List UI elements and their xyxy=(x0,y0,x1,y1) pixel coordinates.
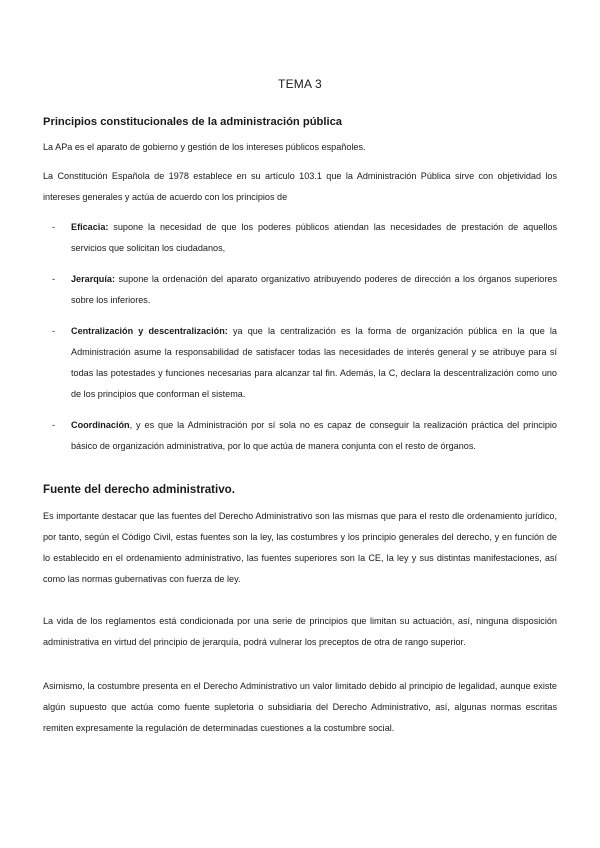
paragraph-costumbre: Asimismo, la costumbre presenta en el Derecho Administrativo un valor limitado debido al principio de legalidad, aunque existe algún supuesto que actúa como fuente supletoria o subsidiaria del Derecho Administrativo, así, algunas normas escritas remiten expresamente la regulación de determinadas cuestiones a la costumbre social. xyxy=(43,681,557,733)
list-dash: - xyxy=(52,420,56,430)
paragraph-apa: La APa es el aparato de gobierno y gestión de los intereses públicos españoles. xyxy=(43,142,366,152)
text-centralizacion: ya que la centralización es la forma de organización pública en la que la Administración asume la responsabilidad de satisfacer todas las necesidades de interés general y se atribuye para sí todas las potestades y funciones necesarias para alcanzar tal fin. Además, la C, declara la descentralización como uno de los principios que conforman el sistema. xyxy=(71,326,557,399)
term-eficacia: Eficacia: xyxy=(71,222,109,232)
section-heading-principios: Principios constitucionales de la administración pública xyxy=(43,116,343,128)
paragraph-fuentes: Es importante destacar que las fuentes del Derecho Administrativo son las mismas que para el resto dle ordenamiento jurídico, por tanto, según el Código Civil, estas fuentes son la ley, las costumbres y los principio generales del derecho, y en función de lo establecido en el ordenamiento administrativo, las fuentes superiores son la CE, la ley y sus distintas manifestaciones, así como las normas gubernativas con fuerza de ley. xyxy=(43,511,557,584)
list-item-jerarquia xyxy=(43,269,557,311)
text-eficacia: supone la necesidad de que los poderes públicos atiendan las necesidades de prestación de aquellos servicios que solicitan los ciudadanos, xyxy=(71,222,557,253)
list-item-coordinacion xyxy=(43,415,557,457)
section-heading-fuente: Fuente del derecho administrativo. xyxy=(43,483,235,496)
term-coordinacion: Coordinación xyxy=(71,420,130,430)
term-centralizacion: Centralización y descentralización: xyxy=(71,326,228,336)
list-dash: - xyxy=(52,222,56,232)
list-dash: - xyxy=(52,274,56,284)
paragraph-reglamentos: La vida de los reglamentos está condicionada por una serie de principios que limitan su actuación, así, ninguna disposición administrativa en virtud del principio de jerarquía, podrá vulnerar los preceptos de otra de rango superior. xyxy=(43,616,557,647)
text-coordinacion: , y es que la Administración por sí sola no es capaz de conseguir la realización práctica del principio básico de organización administrativa, por lo que actúa de manera conjunta con el resto de órganos. xyxy=(71,420,557,451)
page-title: TEMA 3 xyxy=(278,77,322,91)
list-item-centralizacion xyxy=(43,321,557,405)
term-jerarquia: Jerarquía: xyxy=(71,274,115,284)
principles-list xyxy=(43,217,557,457)
list-item-eficacia xyxy=(43,217,557,259)
paragraph-constitucion: La Constitución Española de 1978 establece en su artículo 103.1 que la Administración Pública sirve con objetividad los intereses generales y actúa de acuerdo con los principios de xyxy=(43,171,557,202)
text-jerarquia: supone la ordenación del aparato organizativo atribuyendo poderes de dirección a los órganos superiores sobre los inferiores. xyxy=(71,274,557,305)
list-dash: - xyxy=(52,326,56,336)
